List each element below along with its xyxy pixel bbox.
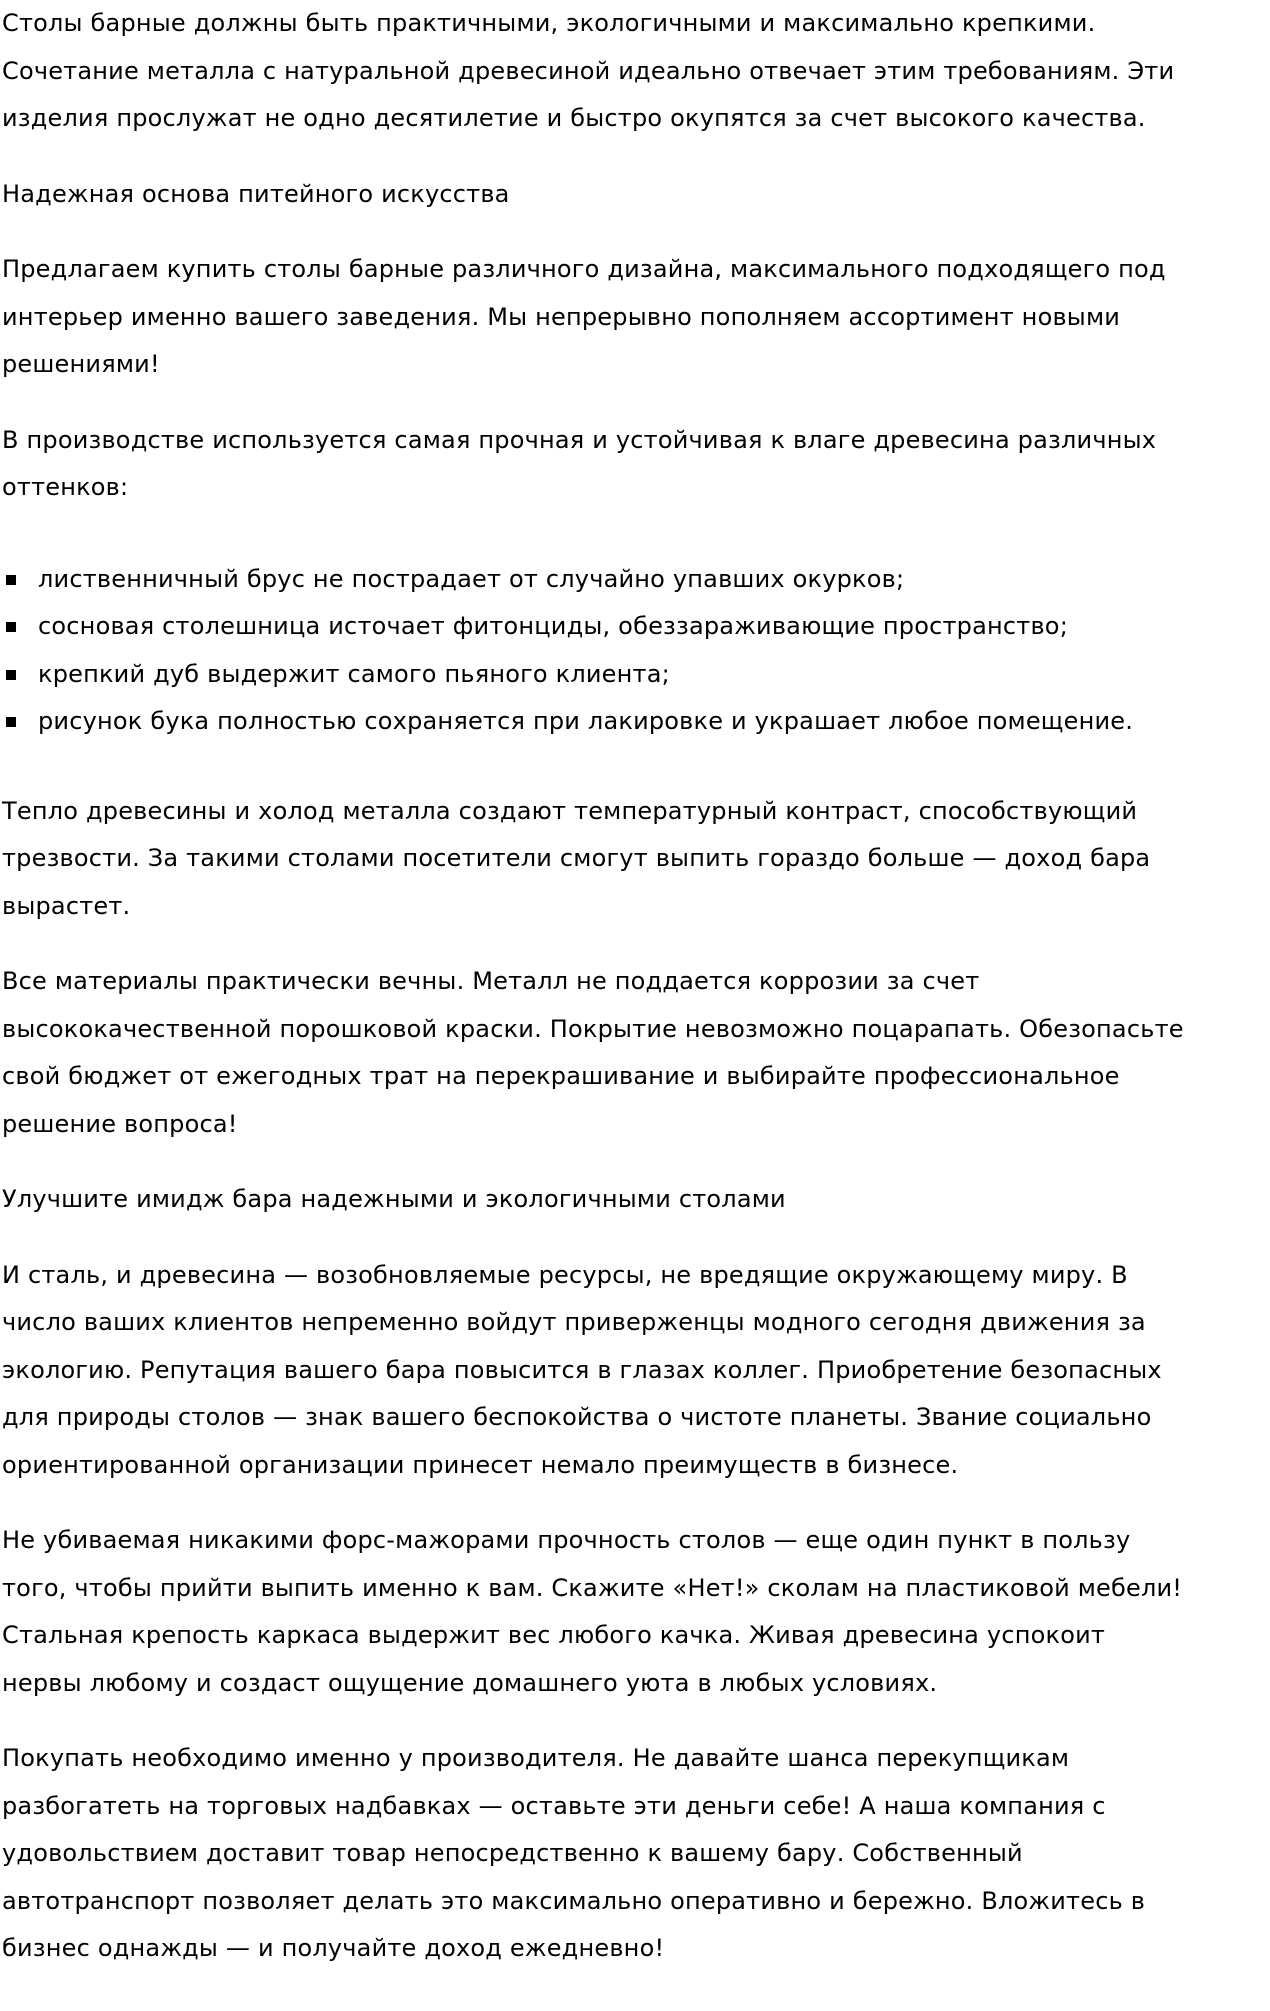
text-line: решениями! xyxy=(2,350,160,378)
bullet-item xyxy=(2,603,1264,651)
text-line: Стальная крепость каркаса выдержит вес любого качка. Живая древесина успокоит xyxy=(2,1621,1106,1649)
bullet-item-text: крепкий дуб выдержит самого пьяного клиента; xyxy=(38,659,670,688)
paragraph-ecology xyxy=(2,1252,1264,1490)
text-line: число ваших клиентов непременно войдут приверженцы модного сегодня движения за xyxy=(2,1308,1146,1336)
text-line: удовольствием доставит товар непосредственно к вашему бару. Собственный xyxy=(2,1839,1023,1867)
text-line: В производстве используется самая прочная и устойчивая к влаге древесина различных xyxy=(2,425,1157,454)
text-line: Не убиваемая никакими форс-мажорами прочность столов — еще один пункт в пользу xyxy=(2,1526,1131,1554)
text-line: Тепло древесины и холод металла создают температурный контраст, способствующий xyxy=(2,796,1138,825)
heading-text: Улучшите имидж бара надежными и экологичными столами xyxy=(2,1185,786,1213)
text-line: нервы любому и создаст ощущение домашнего уюта в любых условиях. xyxy=(2,1668,938,1697)
paragraph-strength xyxy=(2,1517,1264,1707)
paragraph-wood-types-lead xyxy=(2,417,1264,512)
paragraph-temperature-contrast xyxy=(2,788,1264,931)
bullet-item-text: лиственничный брус не пострадает от случайно упавших окурков; xyxy=(38,564,905,593)
text-line: Покупать необходимо именно у производителя. Не давайте шанса перекупщикам xyxy=(2,1744,1070,1772)
paragraph-intro xyxy=(2,0,1264,143)
paragraph-offer xyxy=(2,246,1264,389)
text-line: для природы столов — знак вашего беспокойства о чистоте планеты. Звание социально xyxy=(2,1403,1152,1431)
text-line: Все материалы практически вечны. Металл не поддается коррозии за счет xyxy=(2,967,980,995)
text-line: решение вопроса! xyxy=(2,1109,238,1138)
paragraph-buy-from-manufacturer xyxy=(2,1735,1264,1973)
text-line: высококачественной порошковой краски. Покрытие невозможно поцарапать. Обезопасьте xyxy=(2,1014,1184,1043)
square-bullet-icon xyxy=(6,670,16,680)
bullet-list-wood-types xyxy=(2,540,1264,760)
square-bullet-icon xyxy=(6,575,16,585)
section-heading-improve-image xyxy=(2,1176,1264,1224)
heading-text: Надежная основа питейного искусства xyxy=(2,179,510,208)
text-line: ориентированной организации принесет немало преимуществ в бизнесе. xyxy=(2,1450,959,1479)
text-line: автотранспорт позволяет делать это максимально оперативно и бережно. Вложитесь в xyxy=(2,1886,1146,1915)
text-line: трезвости. За такими столами посетители смогут выпить гораздо больше — доход бара xyxy=(2,844,1151,872)
bullet-item xyxy=(2,651,1264,699)
text-line: Сочетание металла с натуральной древесиной идеально отвечает этим требованиям. Эти xyxy=(2,56,1175,85)
square-bullet-icon xyxy=(6,717,16,727)
bullet-item-text: рисунок бука полностью сохраняется при лакировке и украшает любое помещение. xyxy=(38,707,1134,735)
section-heading-reliable-base xyxy=(2,171,1264,219)
text-line: И сталь, и древесина — возобновляемые ресурсы, не вредящие окружающему миру. В xyxy=(2,1260,1128,1289)
text-line: того, чтобы прийти выпить именно к вам. Скажите «Нет!» сколам на пластиковой мебели! xyxy=(2,1573,1183,1602)
text-line: вырастет. xyxy=(2,891,131,920)
text-line: разбогатеть на торговых надбавках — оставьте эти деньги себе! А наша компания с xyxy=(2,1791,1106,1820)
text-line: оттенков: xyxy=(2,473,129,501)
text-line: изделия прослужат не одно десятилетие и быстро окупятся за счет высокого качества. xyxy=(2,104,1146,132)
text-line: Столы барные должны быть практичными, экологичными и максимально крепкими. xyxy=(2,9,1096,37)
bullet-item xyxy=(2,556,1264,604)
square-bullet-icon xyxy=(6,622,16,632)
text-line: бизнес однажды — и получайте доход ежедневно! xyxy=(2,1934,665,1962)
bullet-item xyxy=(2,698,1264,746)
text-line: Предлагаем купить столы барные различного дизайна, максимального подходящего под xyxy=(2,255,1166,283)
text-line: свой бюджет от ежегодных трат на перекрашивание и выбирайте профессиональное xyxy=(2,1062,1120,1090)
bullet-item-text: сосновая столешница источает фитонциды, обеззараживающие пространство; xyxy=(38,612,1068,640)
text-line: экологию. Репутация вашего бара повысится в глазах коллег. Приобретение безопасных xyxy=(2,1355,1162,1384)
paragraph-materials-durability xyxy=(2,958,1264,1148)
text-line: интерьер именно вашего заведения. Мы непрерывно пополняем ассортимент новыми xyxy=(2,302,1121,331)
